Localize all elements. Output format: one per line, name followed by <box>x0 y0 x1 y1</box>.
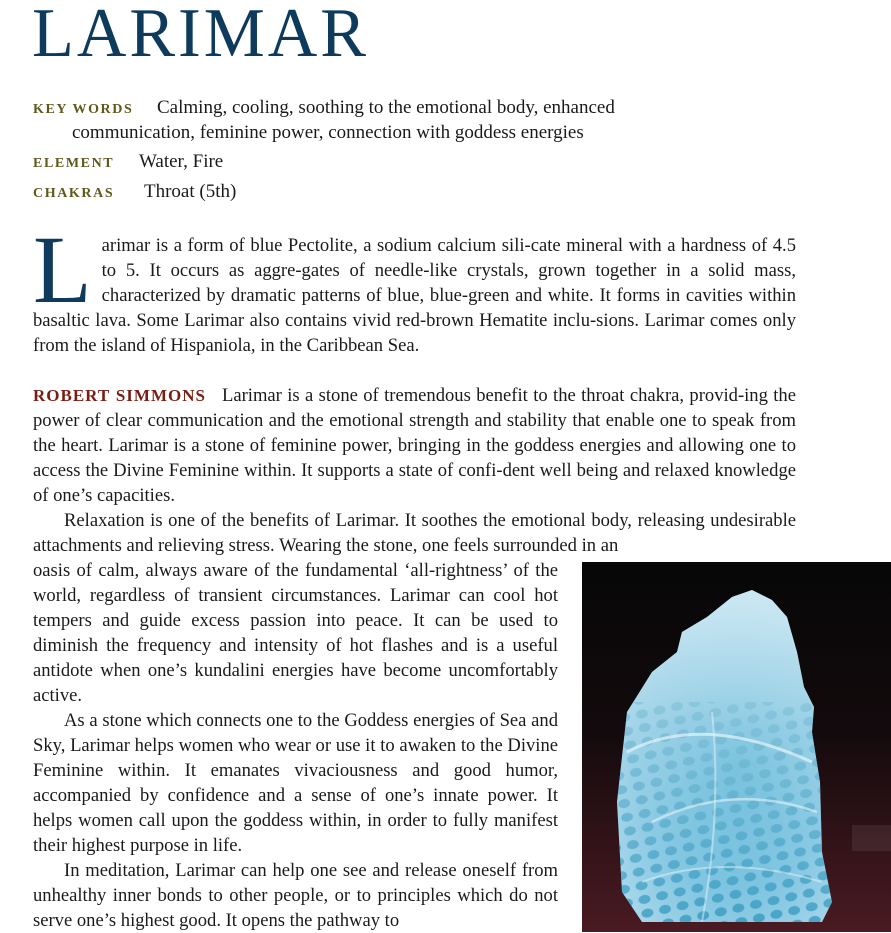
paragraph-1-text: Larimar is a stone of tremendous benefit to the throat chakra, provid-ing the power of clear communication and the emotional strength and stability that enable one to speak from the heart. Larimar is a stone of feminine power, bringing in the goddess energies and allowing one to access the Divine Feminine within. It supports a state of confi-dent well being and relaxed knowledge of one’s capacities. <box>33 385 796 506</box>
intro-text: arimar is a form of blue Pectolite, a sodium calcium sili-cate mineral with a hardness of 4.5 to 5. It occurs as aggre-gates of needle-like crystals, grown together in a solid mass, characterized by dramatic patterns of blue, blue-green and white. It forms in cavities within basaltic lava. Some Larimar also contains vivid red-brown Hematite inclu-sions. Larimar comes only from the island of Hispaniola, in the Caribbean Sea. <box>33 235 796 356</box>
paragraph-1 <box>33 383 796 508</box>
paragraph-3: As a stone which connects one to the Goddess energies of Sea and Sky, Larimar helps women who wear or use it to awaken to the Divine Feminine within. It emanates vivaciousness and good humor, accompanied by confidence and a sense of one’s innate power. It helps women call upon the goddess within, in order to fully manifest their highest purpose in life. <box>33 710 558 856</box>
chakras-value: Throat (5th) <box>144 181 237 202</box>
element-label: ELEMENT <box>33 156 115 171</box>
intro-paragraph <box>33 216 796 358</box>
paragraph-4: In meditation, Larimar can help one see and release oneself from unhealthy inner bonds to other people, or to principles which do not serve one’s highest good. It opens the pathway to <box>33 860 558 931</box>
metadata-block <box>33 95 733 205</box>
element-value: Water, Fire <box>139 151 224 172</box>
paragraph-2-narrow: oasis of calm, always aware of the fundamental ‘all-rightness’ of the world, regardless of transient circumstances. Larimar can cool hot tempers and guide excess passion into peace. It can be used to diminish the frequency and intensity of hot flashes and is a useful antidote when one’s kundalini energies have become uncomfortably active. <box>33 560 558 706</box>
drop-cap: L <box>33 216 92 323</box>
chakras-row <box>33 179 733 205</box>
key-words-label: KEY WORDS <box>33 102 134 117</box>
element-row <box>33 149 733 175</box>
author-name: ROBERT SIMMONS <box>33 386 206 405</box>
paragraph-2-wide: Relaxation is one of the benefits of Larimar. It soothes the emotional body, releasing undesirable attachments and relieving stress. Wearing the stone, one feels surrounded in an <box>33 510 796 556</box>
chakras-label: CHAKRAS <box>33 186 115 201</box>
larimar-stone-image <box>582 562 891 932</box>
key-words-value-line2: communication, feminine power, connection with goddess energies <box>72 122 584 143</box>
larimar-photo <box>582 562 891 932</box>
key-words-row <box>33 95 733 145</box>
key-words-value-line1: Calming, cooling, soothing to the emotional body, enhanced <box>157 97 615 118</box>
page-title: LARIMAR <box>32 0 369 72</box>
